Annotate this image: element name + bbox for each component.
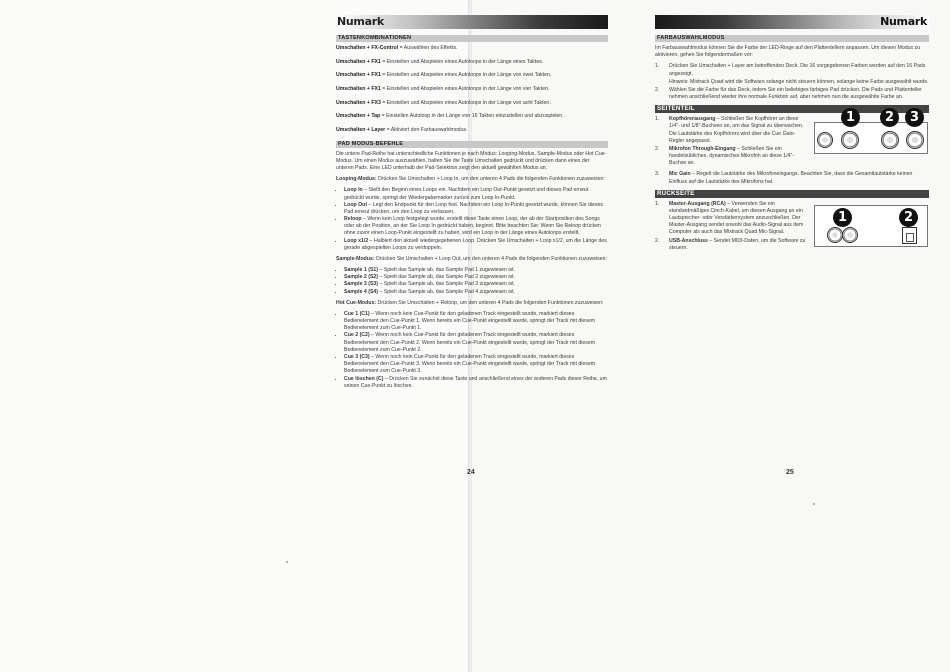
mic-input-jack-icon: [881, 131, 899, 149]
side-panel-diagram: [814, 110, 928, 154]
rear-panel-section: [655, 201, 929, 256]
list-item: 1. Drücken Sie Umschalten + Layer am betreffenden Deck. Die 16 vorgegebenen Farben werden auf den 16 Pads angezeigt.: [655, 63, 926, 77]
side-panel-list: [655, 116, 810, 168]
list-item: 1. Master-Ausgang (RCA) – Verwenden Sie ein standardmäßiges Cinch-Kabel, um diesen Ausgang an ein Lautsprecher- oder Verstärkersystem anzuschließen. Der Master-Ausgang sendet sowohl das Audio-Signal aus dem Computer als auch das Mixtrack Quad Mic-Signal.: [655, 200, 804, 236]
list-item: Hinweis: Mixtrack Quad wird die Software solange nicht steuern können, solange keine Farbe ausgewählt wurde.: [669, 78, 929, 85]
section-title-rear-panel: RÜCKSEITE: [655, 190, 929, 198]
hotcue-mode-intro: Hot Cue-Modus: Drücken Sie Umschalten + Reloop, um den unteren 4 Pads die folgenden Funktionen zuzuweisen:: [336, 299, 604, 306]
brand-header-bar: [655, 15, 929, 29]
numark-logo: Numark: [337, 15, 384, 28]
shortcut-item: Umschalten + Tap = Einstellen Autoloop in der Länge von 16 Takten einzustellen und abzuspielen.: [336, 113, 564, 120]
list-item: • Reloop – Wenn kein Loop festgelegt wurde, erstellt diese Taste einen Loop, der ab der Startposition des Songs oder ab der Position, an der Sie Loop In gedrückt haben, beginnt. Bitte beachten Sie: Wenn Sie Reloop drücken ohne zuvor einen Loop-Punkt eingestellt zu haben, wird ein Loop in der Länge eines Autoloops erstellt.: [344, 216, 608, 238]
section-title-color-mode: FARBAUSWAHLMODUS: [655, 35, 929, 42]
section-title-side-panel: SEITENTEIL: [655, 105, 929, 113]
looping-mode-intro: Looping-Modus: Drücken Sie Umschalten + Loop In, um den unteren 4 Pads die folgenden Funktionen zuzuweisen:: [336, 176, 605, 183]
shortcut-item: Umschalten + FX1 = Einstellen und Abspielen eines Autoloops in der Länge eines Taktes.: [336, 58, 544, 65]
shortcut-item: Umschalten + Layer = Aktiviert den Farbauswahlmodus.: [336, 127, 468, 134]
headphone-jack-icon: [841, 131, 859, 149]
list-item: • Loop x1/2 – Halbiert den aktuell wiedergegebenen Loop. Drücken Sie Umschalten + Loop x1/2, um die Länge des gerade abgespielten Loops zu verdoppeln.: [344, 238, 608, 252]
usb-port-icon: [902, 227, 917, 244]
rca-jack-icon: [842, 227, 858, 243]
list-item: 2. Mikrofon Through-Eingang – Schließen Sie ein handelsübliches, dynamisches Mikrofon an diese 1/4"-Buchse an.: [655, 145, 794, 167]
callout-badge: 1: [841, 108, 860, 127]
list-item: • Cue 2 (C2) – Wenn noch kein Cue-Punkt für den geladenen Track eingestellt wurde, markiert dieses Bedienelement den Cue-Punkt 2. Wenn bereits ein Cue-Punkt eingestellt wurde, springt der Track mit diesem Bedienelement zum Cue-Punkt 2.: [344, 332, 608, 354]
looping-mode-list: [336, 187, 608, 252]
callout-badge: 2: [899, 208, 918, 227]
sample-mode-list: [336, 267, 608, 296]
numark-logo: Numark: [880, 15, 927, 28]
shortcut-item: Umschalten + FX1 = Einstellen und Abspielen eines Autoloops in der Länge von vier Takten.: [336, 86, 550, 93]
right-column: [655, 15, 929, 256]
left-column: [336, 15, 608, 394]
pad-modes-intro: Die untere Pad-Reihe hat unterschiedliche Funktionen je nach Modus: Looping-Modus, Sample-Modus oder Hot Cue-Modus. Um einen Modus auszuwählen, halten Sie die Taste Umschalten gedrückt und drücken dann eines der unteren Pads. Eine LED unterhalb der Pad-Selektion zeigt den aktuell gewählten Modus an.: [336, 150, 607, 172]
rca-jack-icon: [827, 227, 843, 243]
list-item: • Sample 1 (S1) – Spielt das Sample ab, das Sample Pad 1 zugewiesen ist.: [344, 267, 608, 274]
list-item: 1. Kopfhörerausgang – Schließen Sie Kopfhörer an diese 1/4"- und 1/8"-Buchsen an, um das Signal zu überwachen. Die Lautstärke des Kopfhörers wird über die Cue Gain-Regler angepasst.: [655, 116, 804, 144]
side-panel-list-cont: [655, 171, 929, 185]
mic-gain-knob-icon: [906, 131, 924, 149]
shortcut-list: [336, 45, 608, 134]
page-number-right: 25: [786, 469, 794, 476]
list-item: 2. USB-Anschluss – Sendet MIDI-Daten, um die Software zu steuern.: [655, 237, 806, 251]
rear-panel-diagram: [814, 205, 928, 247]
list-item: • Loop In – Stellt den Beginn eines Loops ein. Nachdem ein Loop Out-Punkt gesetzt und dieses Pad erneut gedrückt wurde, springt der Wiedergabemarker zurück zum Loop In-Punkt.: [344, 187, 608, 201]
scan-speck: [286, 561, 288, 563]
rear-panel-list: [655, 201, 810, 253]
section-title-shortcuts: TASTENKOMBINATIONEN: [336, 35, 608, 42]
shortcut-item: Umschalten + FX-Control = Auswählen des Effekts.: [336, 45, 458, 51]
color-mode-steps: [655, 63, 929, 101]
list-item: • Loop Out – Legt den Endpunkt für den Loop fest. Nachdem ein Loop In-Punkt gesetzt wurde, können Sie dieses Pad erneut drücken, um den Loop zu verlassen.: [344, 202, 608, 216]
list-item: • Sample 3 (S3) – Spielt das Sample ab, das Sample Pad 3 zugewiesen ist.: [344, 281, 608, 288]
list-item: 3. Mic Gain – Regelt die Lautstärke des Mikrofoneingangs. Beachten Sie, dass die Gesamtlautstärke keinen Einfluss auf die Lautstärke des Mikrofons hat.: [655, 171, 913, 185]
callout-badge: 3: [905, 108, 924, 127]
shortcut-item: Umschalten + FX3 = Einstellen und Abspielen eines Autoloops in der Länge von acht Takten.: [336, 99, 551, 106]
list-item: • Cue 1 (C1) – Wenn noch kein Cue-Punkt für den geladenen Track eingestellt wurde, markiert dieses Bedienelement den Cue-Punkt 1. Wenn bereits ein Cue-Punkt eingestellt wurde, springt der Track mit diesem Bedienelement zum Cue-Punkt 1.: [344, 311, 608, 333]
list-item: • Cue löschen (C) – Drücken Sie zunächst diese Taste und anschließend eines der anderen Pads dieser Reihe, um seinen Cue-Punkt zu löschen.: [344, 376, 608, 390]
sample-mode-intro: Sample-Modus: Drücken Sie Umschalten + Loop Out, um den unteren 4 Pads die folgenden Funktionen zuzuweisen:: [336, 255, 607, 262]
callout-badge: 1: [833, 208, 852, 227]
list-item: 2. Wählen Sie die Farbe für das Deck, indem Sie ein beliebiges farbiges Pad drücken. Die Pads und Plattenteller nehmen anschließend wieder ihre normale Funktion auf, aber nehmen nun die ausgewählte Farbe an.: [655, 86, 922, 101]
section-title-pad-modes: PAD MODUS-BEFEHLE: [336, 141, 608, 148]
headphone-jack-icon: [817, 132, 833, 148]
color-mode-intro: Im Farbauswahlmodus können Sie die Farbe der LED-Ringe auf den Plattentellern anpassen. Um diesen Modus zu aktivieren, gehen Sie folgendermaßen vor:: [655, 45, 920, 59]
list-item: • Sample 4 (S4) – Spielt das Sample ab, das Sample Pad 4 zugewiesen ist.: [344, 289, 608, 296]
list-item: • Sample 2 (S2) – Spielt das Sample ab, das Sample Pad 2 zugewiesen ist.: [344, 274, 608, 281]
hotcue-mode-list: [336, 311, 608, 390]
side-panel-section: [655, 110, 929, 171]
shortcut-item: Umschalten + FX1 = Einstellen und Abspielen eines Autoloops in der Länge von zwei Takten.: [336, 72, 552, 79]
brand-header-bar: [336, 15, 608, 29]
list-item: • Cue 3 (C3) – Wenn noch kein Cue-Punkt für den geladenen Track eingestellt wurde, markiert dieses Bedienelement den Cue-Punkt 3. Wenn bereits ein Cue-Punkt eingestellt wurde, springt der Track mit diesem Bedienelement zum Cue-Punkt 3.: [344, 354, 608, 376]
page-number-left: 24: [467, 469, 475, 476]
scan-speck: [813, 503, 815, 505]
callout-badge: 2: [880, 108, 899, 127]
